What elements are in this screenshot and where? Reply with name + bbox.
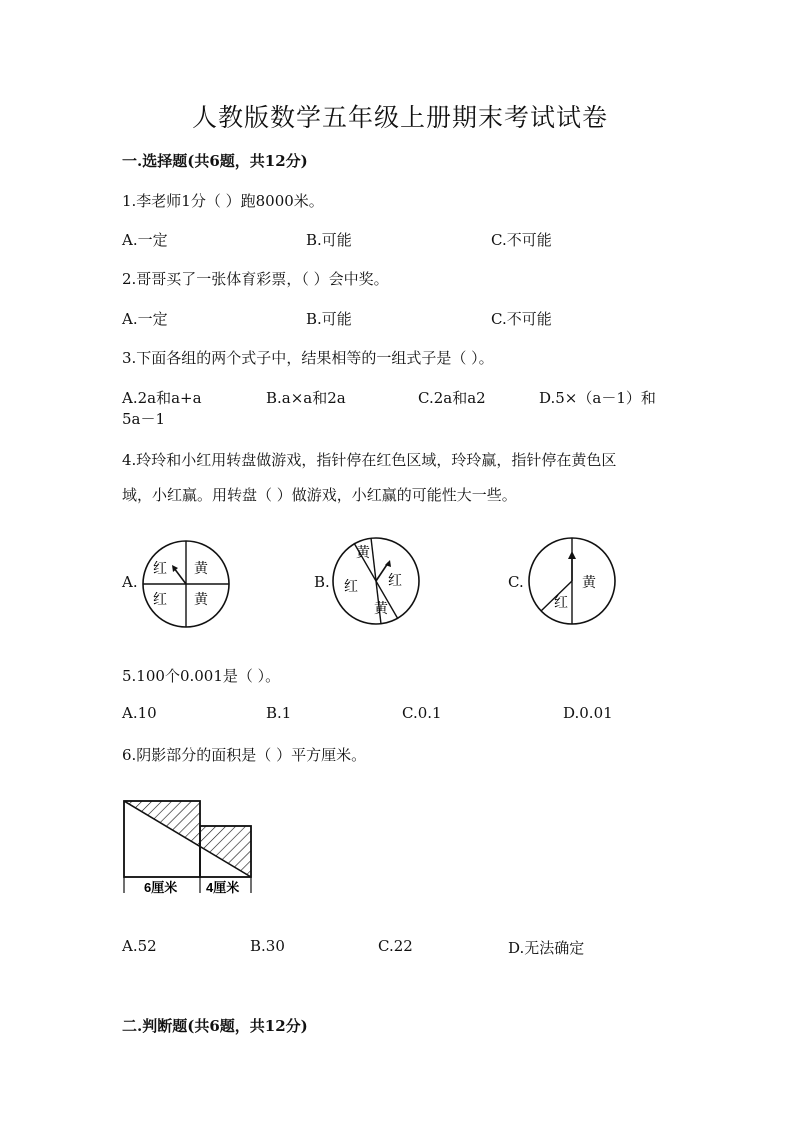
- question-1: 1.李老师1分（ ）跑8000米。: [122, 192, 324, 210]
- question-3: 3.下面各组的两个式子中，结果相等的一组式子是（ ）。: [122, 349, 494, 367]
- spinner-c-sector: 黄: [582, 575, 596, 591]
- question-4-line-2: 域，小红赢。用转盘（ ）做游戏，小红赢的可能性大一些。: [122, 486, 517, 504]
- spinner-a-sector: 黄: [194, 592, 208, 608]
- question-1-option-c[interactable]: C.不可能: [491, 231, 552, 249]
- spinner-b-pointer: [376, 563, 388, 581]
- spinner-a-sector: 红: [153, 561, 167, 577]
- section-heading-choice: 一.选择题(共6题，共12分): [122, 152, 308, 170]
- spinner-b[interactable]: [330, 535, 422, 627]
- question-1-option-b[interactable]: B.可能: [306, 231, 352, 249]
- page-title: 人教版数学五年级上册期末考试试卷: [191, 103, 608, 132]
- spinner-a-sector: 红: [153, 592, 167, 608]
- spinner-a-label[interactable]: A.: [122, 573, 138, 591]
- spinner-b-sector: 黄: [374, 601, 388, 617]
- question-6-option-b[interactable]: B.30: [250, 937, 285, 955]
- question-3-option-c[interactable]: C.2a和a2: [418, 389, 486, 407]
- question-2-option-c[interactable]: C.不可能: [491, 310, 552, 328]
- spinner-b-label[interactable]: B.: [314, 573, 330, 591]
- question-3-option-a[interactable]: A.2a和a+a: [122, 389, 202, 407]
- question-5-option-c[interactable]: C.0.1: [402, 704, 442, 722]
- question-1-option-a[interactable]: A.一定: [122, 231, 168, 249]
- section-heading-true-false: 二.判断题(共6题，共12分): [122, 1017, 308, 1035]
- question-6-option-a[interactable]: A.52: [122, 937, 157, 955]
- spinner-b-sector: 红: [388, 573, 402, 589]
- question-4-line-1: 4.玲玲和小红用转盘做游戏，指针停在红色区域，玲玲赢，指针停在黄色区: [122, 451, 617, 469]
- question-5-option-d[interactable]: D.0.01: [563, 704, 613, 722]
- spinner-a-sector: 黄: [194, 561, 208, 577]
- question-6-figure: [118, 795, 258, 900]
- spinner-c[interactable]: [526, 535, 618, 627]
- question-6-option-d[interactable]: D.无法确定: [508, 939, 585, 957]
- spinner-a-pointer: [174, 568, 186, 584]
- question-5: 5.100个0.001是（ ）。: [122, 667, 281, 685]
- question-5-option-a[interactable]: A.10: [122, 704, 157, 722]
- question-3-option-d[interactable]: D.5×（a－1）和: [539, 389, 656, 407]
- spinner-b-sector: 黄: [356, 545, 370, 561]
- question-5-option-b[interactable]: B.1: [266, 704, 292, 722]
- spinner-a[interactable]: [140, 538, 232, 630]
- spinner-c-label[interactable]: C.: [508, 573, 524, 591]
- question-2-option-a[interactable]: A.一定: [122, 310, 168, 328]
- spinner-c-pointer-head: [568, 551, 576, 559]
- question-6: 6.阴影部分的面积是（ ）平方厘米。: [122, 746, 367, 764]
- spinner-c-sector: 红: [554, 595, 568, 611]
- question-6-option-c[interactable]: C.22: [378, 937, 413, 955]
- question-2: 2.哥哥买了一张体育彩票，（ ）会中奖。: [122, 270, 389, 288]
- width-label-small: 4厘米: [206, 880, 240, 895]
- question-3-option-d-continued: 5a－1: [122, 410, 166, 428]
- spinner-b-sector: 红: [344, 579, 358, 595]
- question-2-option-b[interactable]: B.可能: [306, 310, 352, 328]
- question-3-option-b[interactable]: B.a×a和2a: [266, 389, 346, 407]
- width-label-large: 6厘米: [144, 880, 178, 895]
